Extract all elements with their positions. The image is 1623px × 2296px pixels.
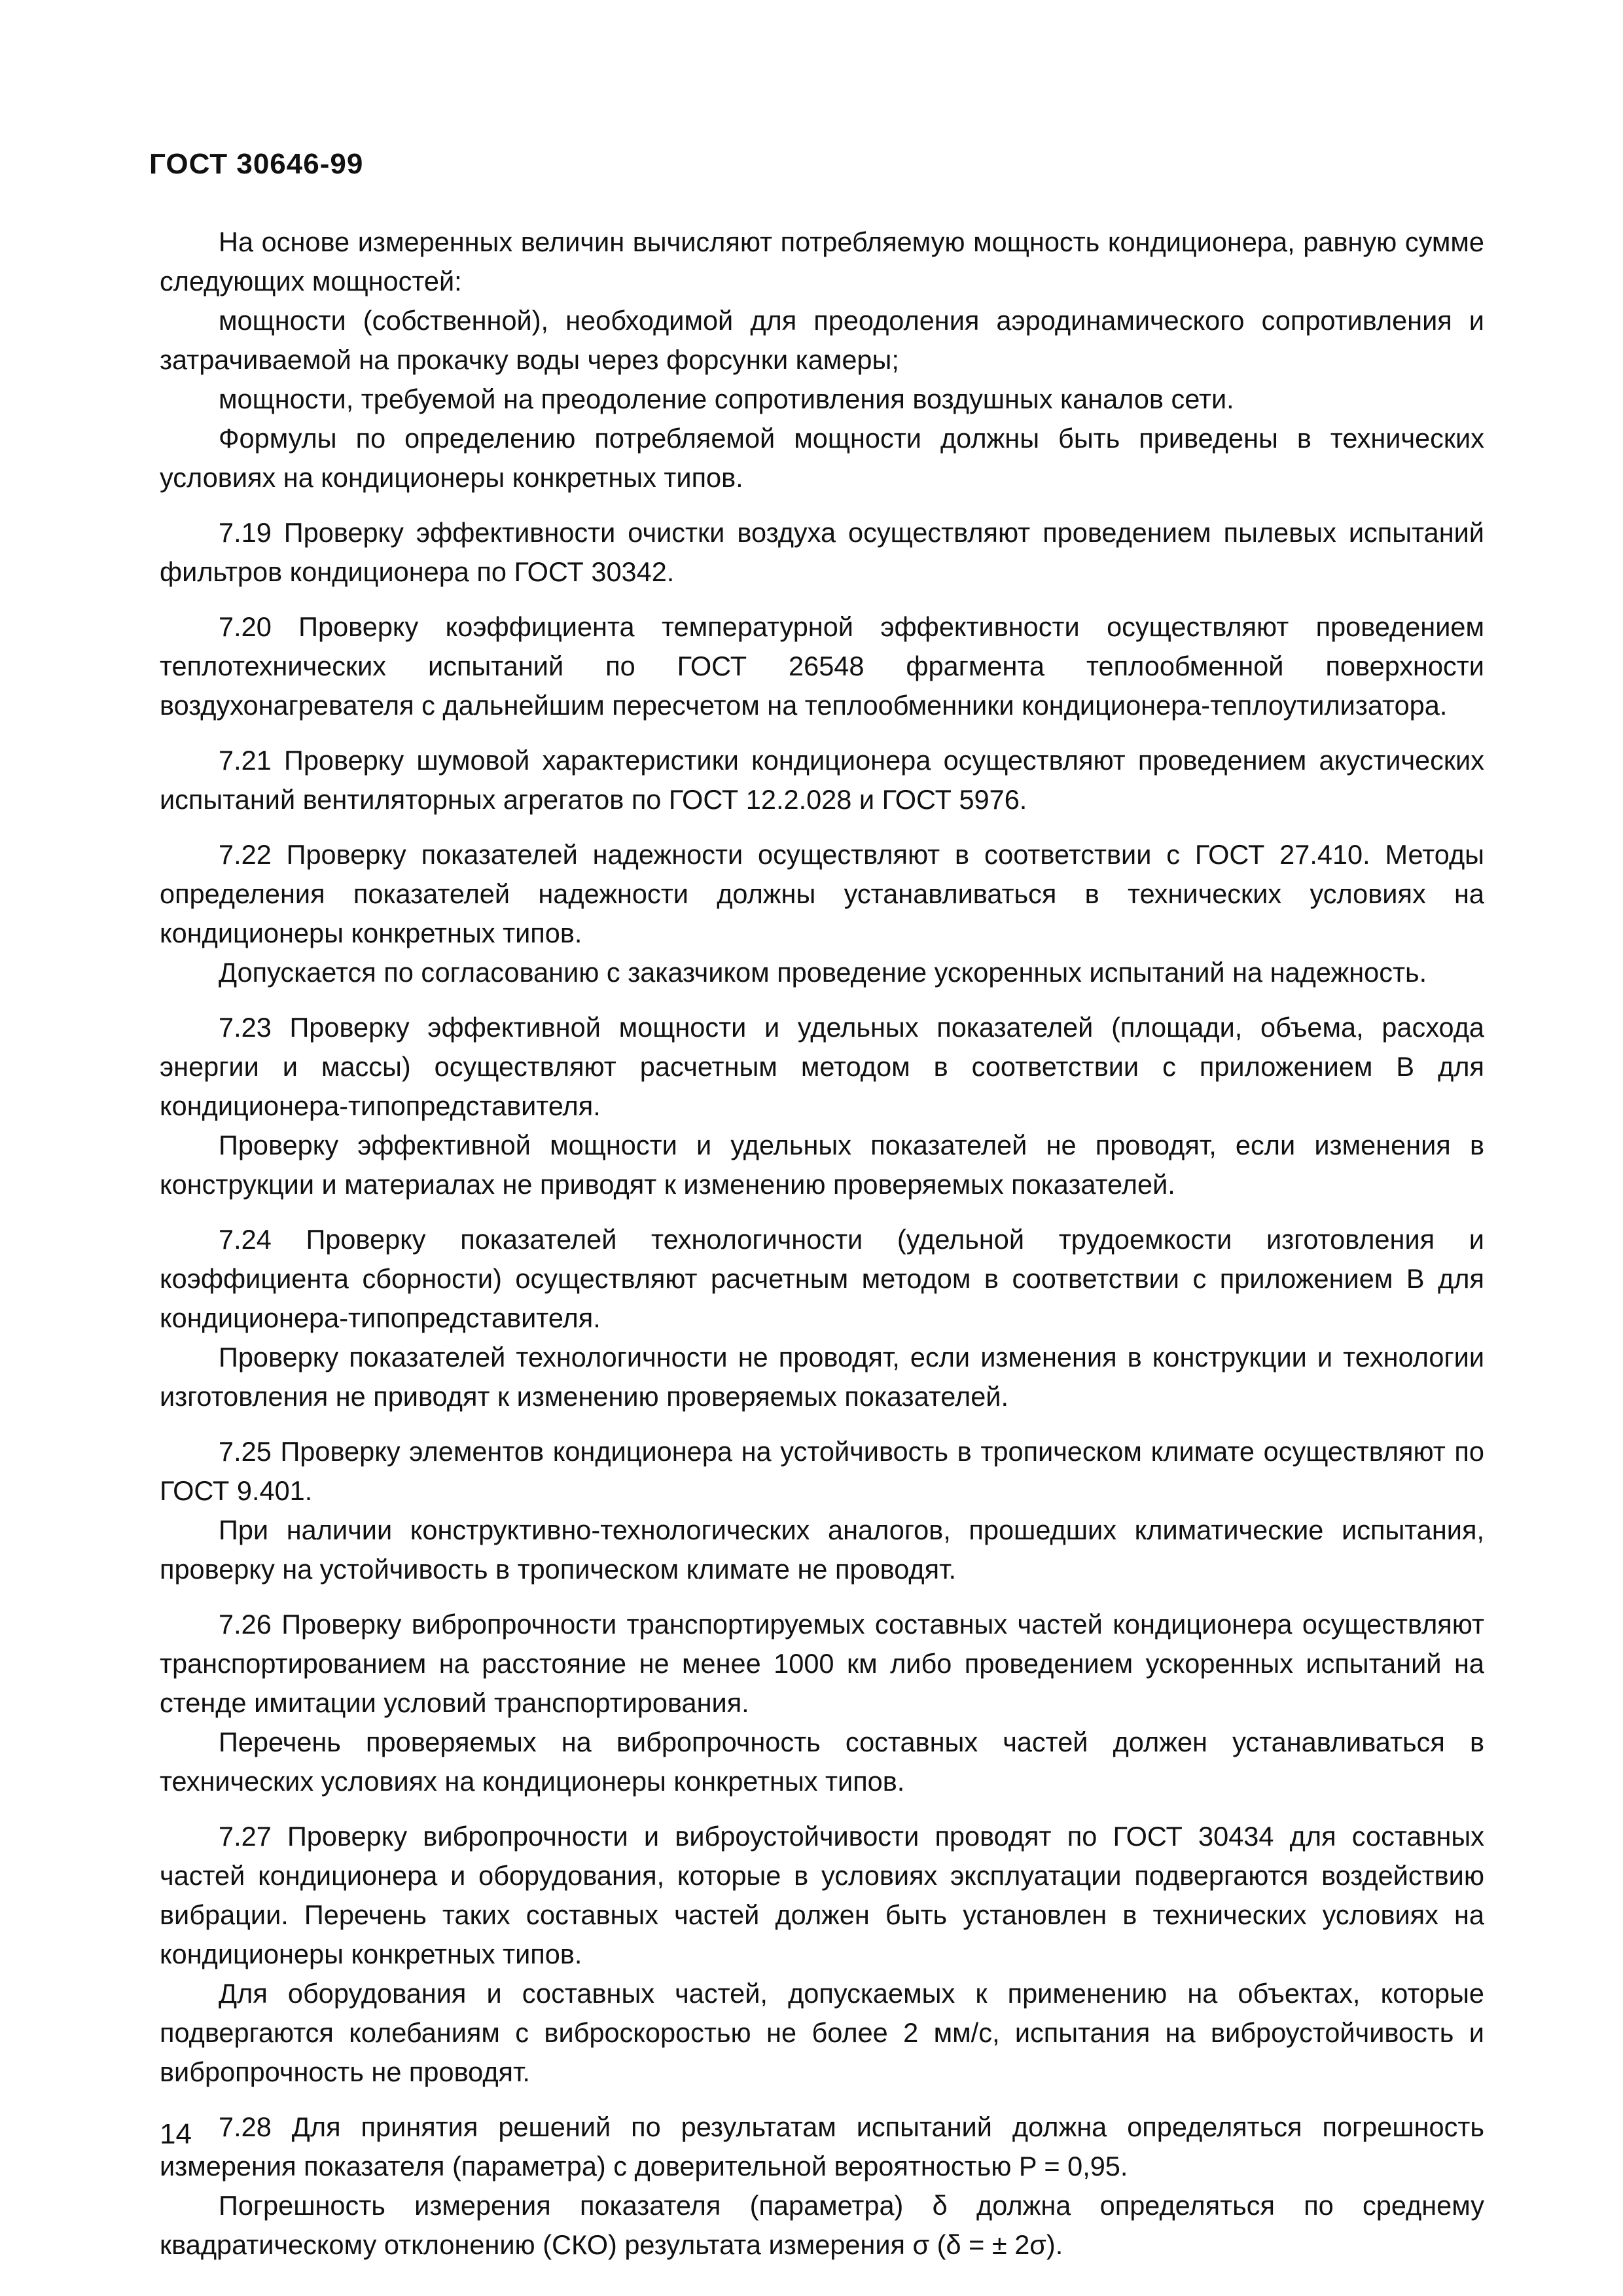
paragraph-vibro-list: Перечень проверяемых на вибропрочность составных частей должен устанавливаться в технических условиях на кондиционеры конкретных типов. <box>160 1727 1484 1797</box>
document-body <box>160 223 1484 2265</box>
paragraph-accelerated-tests: Допускается по согласованию с заказчиком проведение ускоренных испытаний на надежность. <box>219 957 1427 988</box>
paragraph-analogs: При наличии конструктивно-технологических аналогов, прошедших климатические испытания, проверку на устойчивость в тропическом климате не проводят. <box>160 1515 1484 1585</box>
section-7-23: 7.23 Проверку эффективной мощности и удельных показателей (площади, объема, расхода энергии и массы) осуществляют расчетным методом в соответствии с приложением В для кондиционера-типопредставителя. <box>160 1012 1484 1121</box>
paragraph-vibro-exempt: Для оборудования и составных частей, допускаемых к применению на объектах, которые подвергаются колебаниям с виброскоростью не более 2 мм/с, испытания на виброустойчивость и вибропрочность не проводят. <box>160 1978 1484 2087</box>
section-7-22: 7.22 Проверку показателей надежности осуществляют в соответствии с ГОСТ 27.410. Методы определения показателей надежности должны устанавливаться в технических условиях на кондиционеры конкретных типов. <box>160 839 1484 948</box>
paragraph-formulas: Формулы по определению потребляемой мощности должны быть приведены в технических условиях на кондиционеры конкретных типов. <box>160 423 1484 493</box>
document-header: ГОСТ 30646-99 <box>149 148 364 180</box>
section-7-25: 7.25 Проверку элементов кондиционера на устойчивость в тропическом климате осуществляют по ГОСТ 9.401. <box>160 1436 1484 1506</box>
section-7-28: 7.28 Для принятия решений по результатам испытаний должна определяться погрешность измерения показателя (параметра) с доверительной вероятностью P = 0,95. <box>160 2111 1484 2181</box>
paragraph-own-power: мощности (собственной), необходимой для преодоления аэродинамического сопротивления и затрачиваемой на прокачку воды через форсунки камеры; <box>160 305 1484 375</box>
section-7-26: 7.26 Проверку вибропрочности транспортируемых составных частей кондиционера осуществляют транспортированием на расстояние не менее 1000 км либо проведением ускоренных испытаний на стенде имитации условий транспортирования. <box>160 1609 1484 1718</box>
paragraph-tech-not-checked: Проверку показателей технологичности не проводят, если изменения в конструкции и технологии изготовления не приводят к изменению проверяемых показателей. <box>160 1342 1484 1412</box>
section-7-27: 7.27 Проверку вибропрочности и виброустойчивости проводят по ГОСТ 30434 для составных частей кондиционера и оборудования, которые в условиях эксплуатации подвергаются воздействию вибрации. Перечень таких составных частей должен быть установлен в технических условиях на кондиционеры конкретных типов. <box>160 1821 1484 1969</box>
section-7-21: 7.21 Проверку шумовой характеристики кондиционера осуществляют проведением акустических испытаний вентиляторных агрегатов по ГОСТ 12.2.028 и ГОСТ 5976. <box>160 745 1484 815</box>
page-number: 14 <box>160 2118 192 2150</box>
section-7-19: 7.19 Проверку эффективности очистки воздуха осуществляют проведением пылевых испытаний фильтров кондиционера по ГОСТ 30342. <box>160 517 1484 587</box>
paragraph-intro: На основе измеренных величин вычисляют потребляемую мощность кондиционера, равную сумме следующих мощностей: <box>160 226 1484 296</box>
paragraph-power-not-checked: Проверку эффективной мощности и удельных показателей не проводят, если изменения в конструкции и материалах не приводят к изменению проверяемых показателей. <box>160 1130 1484 1200</box>
section-7-24: 7.24 Проверку показателей технологичности (удельной трудоемкости изготовления и коэффициента сборности) осуществляют расчетным методом в соответствии с приложением В для кондиционера-типопредставителя. <box>160 1224 1484 1333</box>
paragraph-network-power: мощности, требуемой на преодоление сопротивления воздушных каналов сети. <box>219 384 1234 414</box>
paragraph-error-sko: Погрешность измерения показателя (параметра) δ должна определяться по среднему квадратическому отклонению (СКО) результата измерения σ (δ = ± 2σ). <box>160 2190 1484 2260</box>
section-7-20: 7.20 Проверку коэффициента температурной эффективности осуществляют проведением теплотехнических испытаний по ГОСТ 26548 фрагмента теплообменной поверхности воздухонагревателя с дальнейшим пересчетом на теплообменники кондиционера-теплоутилизатора. <box>160 611 1484 721</box>
